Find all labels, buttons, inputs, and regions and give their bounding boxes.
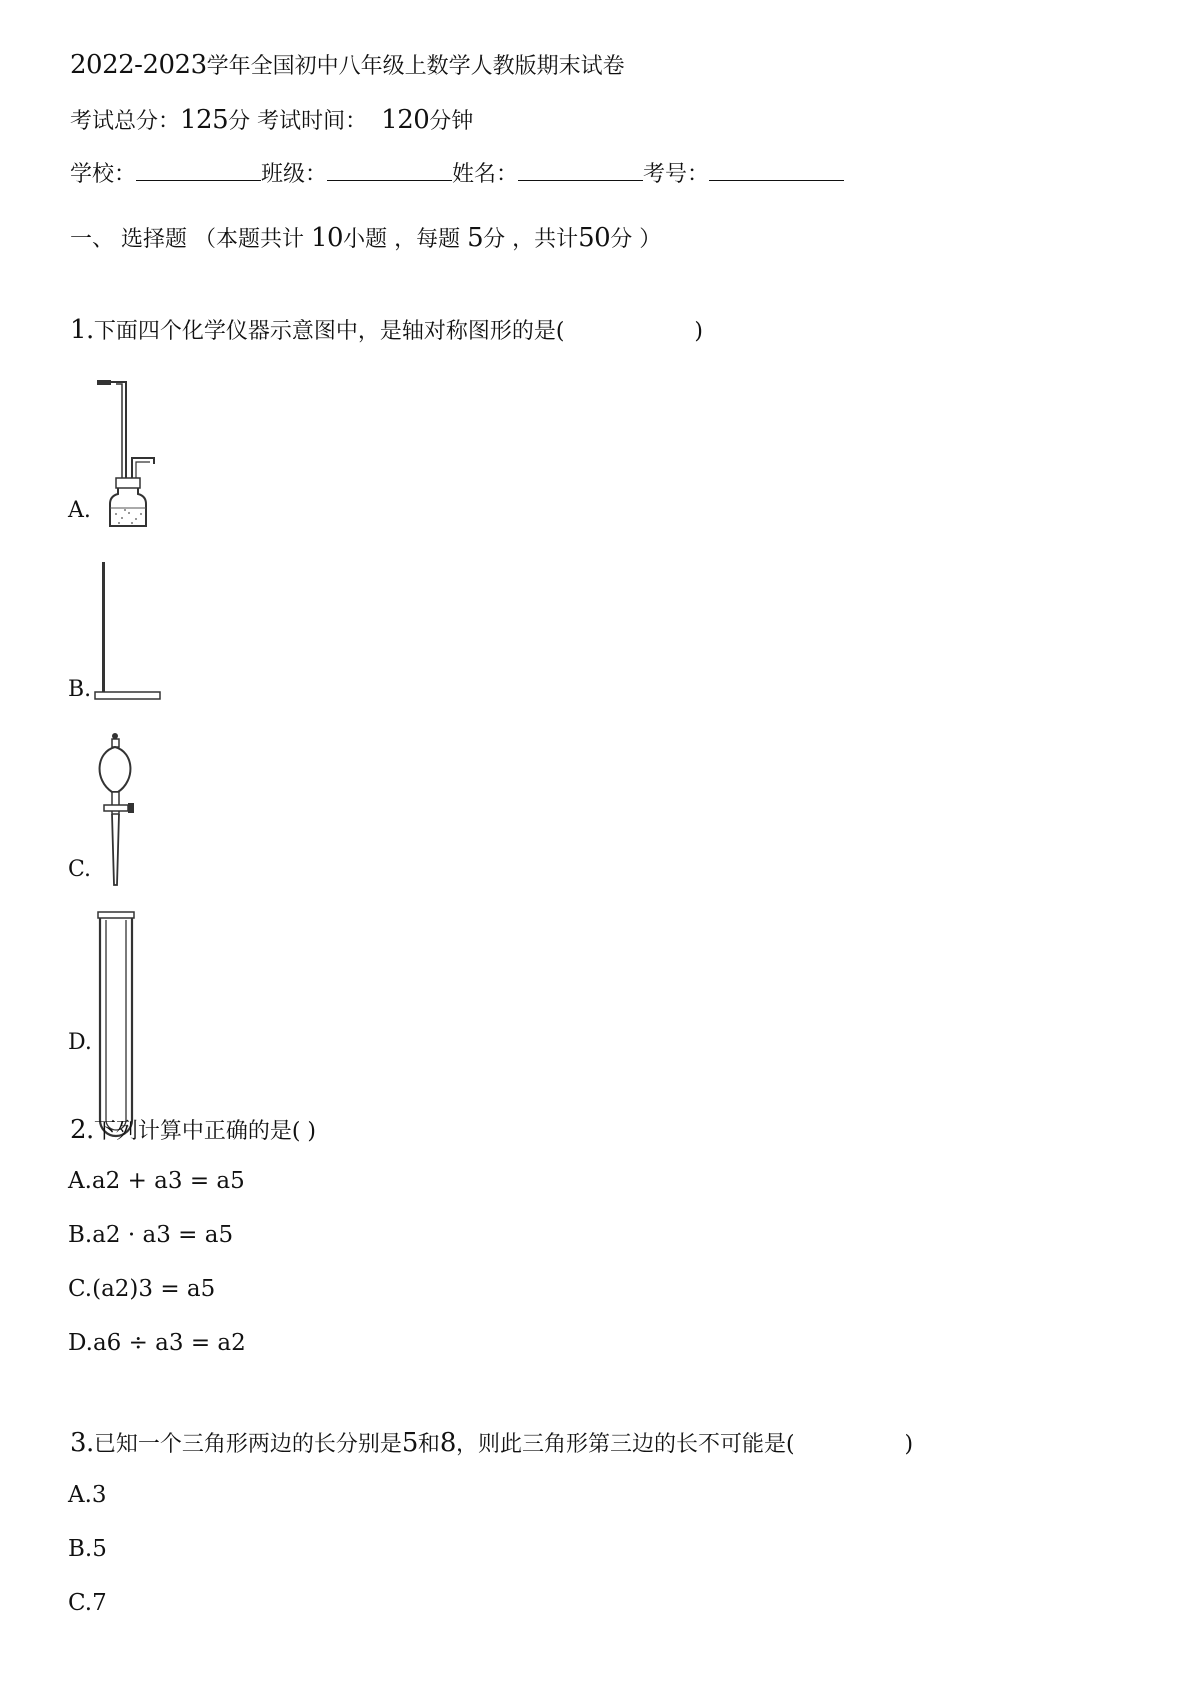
field-class-label: 班级： (261, 162, 328, 187)
question-stem-a: 已知一个三角形两边的长分别是 (93, 1432, 402, 1457)
option-expr: a6 ÷ a3 = a2 (92, 1330, 246, 1356)
section-mid1: 小题 ，每题 (343, 227, 461, 252)
question-stem: 下面四个化学仪器示意图中，是轴对称图形的是( (93, 319, 565, 344)
option-value: 3 (91, 1482, 107, 1508)
section-prefix: 一、 选择题 （本题共计 (70, 227, 304, 252)
option-value: 7 (92, 1590, 107, 1616)
answer-bracket-close: ) (694, 319, 703, 344)
option-d-label: D. (68, 1030, 92, 1055)
option-expr: a2 · a3 = a5 (92, 1222, 234, 1248)
separatory-funnel-icon[interactable] (92, 730, 152, 890)
section-mid2: 分 ，共计 (483, 227, 579, 252)
option-label: B. (68, 1536, 93, 1562)
section-each: 5 (467, 223, 484, 253)
answer-bracket-close: ) (307, 1119, 316, 1144)
section-suffix: 分 ） (610, 227, 662, 252)
section-total: 50 (578, 223, 611, 253)
option-label: A. (68, 1168, 92, 1194)
side-length-2: 8 (439, 1428, 456, 1458)
field-name-label: 姓名： (452, 162, 519, 187)
option-expr: a2 + a3 = a5 (91, 1168, 245, 1194)
question-number: 1. (70, 315, 94, 345)
exam-time-label: 分 考试时间： (228, 109, 368, 134)
iron-stand-icon[interactable] (90, 560, 170, 710)
gas-washing-bottle-icon[interactable] (92, 378, 162, 528)
question-1 (70, 315, 703, 346)
q3-option-b[interactable] (68, 1536, 107, 1562)
question-number: 2. (70, 1115, 94, 1145)
q3-option-a[interactable] (68, 1482, 107, 1508)
q2-option-a[interactable] (68, 1168, 245, 1194)
side-length-1: 5 (401, 1428, 418, 1458)
option-label: C. (68, 1590, 93, 1616)
option-b-label: B. (68, 677, 92, 702)
option-a-label: A. (68, 498, 91, 523)
q3-option-c[interactable] (68, 1590, 107, 1616)
question-number: 3. (70, 1428, 94, 1458)
option-label: D. (68, 1330, 93, 1356)
field-school-label: 学校： (70, 162, 137, 187)
option-c-label: C. (68, 857, 92, 882)
student-fields (70, 162, 844, 188)
section-1-heading (70, 223, 661, 254)
total-score-value: 125 (180, 105, 229, 135)
q2-option-d[interactable] (68, 1330, 246, 1356)
exam-info (70, 105, 473, 136)
field-name-blank[interactable] (518, 178, 643, 181)
option-value: 5 (92, 1536, 107, 1562)
field-school-blank[interactable] (136, 178, 261, 181)
option-label: A. (68, 1482, 92, 1508)
question-stem: 下列计算中正确的是( (93, 1119, 301, 1144)
total-score-label: 考试总分： (70, 109, 181, 134)
field-number-blank[interactable] (709, 178, 844, 181)
title-year: 2022-2023 (70, 50, 207, 80)
exam-time-unit: 分钟 (429, 109, 474, 134)
question-stem-b: 和 (417, 1432, 440, 1457)
option-label: C. (68, 1276, 93, 1302)
q2-option-b[interactable] (68, 1222, 233, 1248)
field-number-label: 考号： (643, 162, 710, 187)
field-class-blank[interactable] (327, 178, 452, 181)
option-expr: (a2)3 = a5 (92, 1276, 216, 1302)
q2-option-c[interactable] (68, 1276, 215, 1302)
test-tube-icon[interactable] (94, 910, 144, 1150)
question-2 (70, 1115, 316, 1146)
exam-time-value: 120 (381, 105, 430, 135)
option-label: B. (68, 1222, 93, 1248)
title-text: 学年全国初中八年级上数学人教版期末试卷 (206, 54, 625, 79)
answer-bracket-close: ) (904, 1432, 914, 1457)
question-3 (70, 1428, 913, 1459)
question-stem-c: ，则此三角形第三边的长不可能是( (455, 1432, 795, 1457)
section-count: 10 (311, 223, 344, 253)
exam-title (70, 50, 625, 81)
